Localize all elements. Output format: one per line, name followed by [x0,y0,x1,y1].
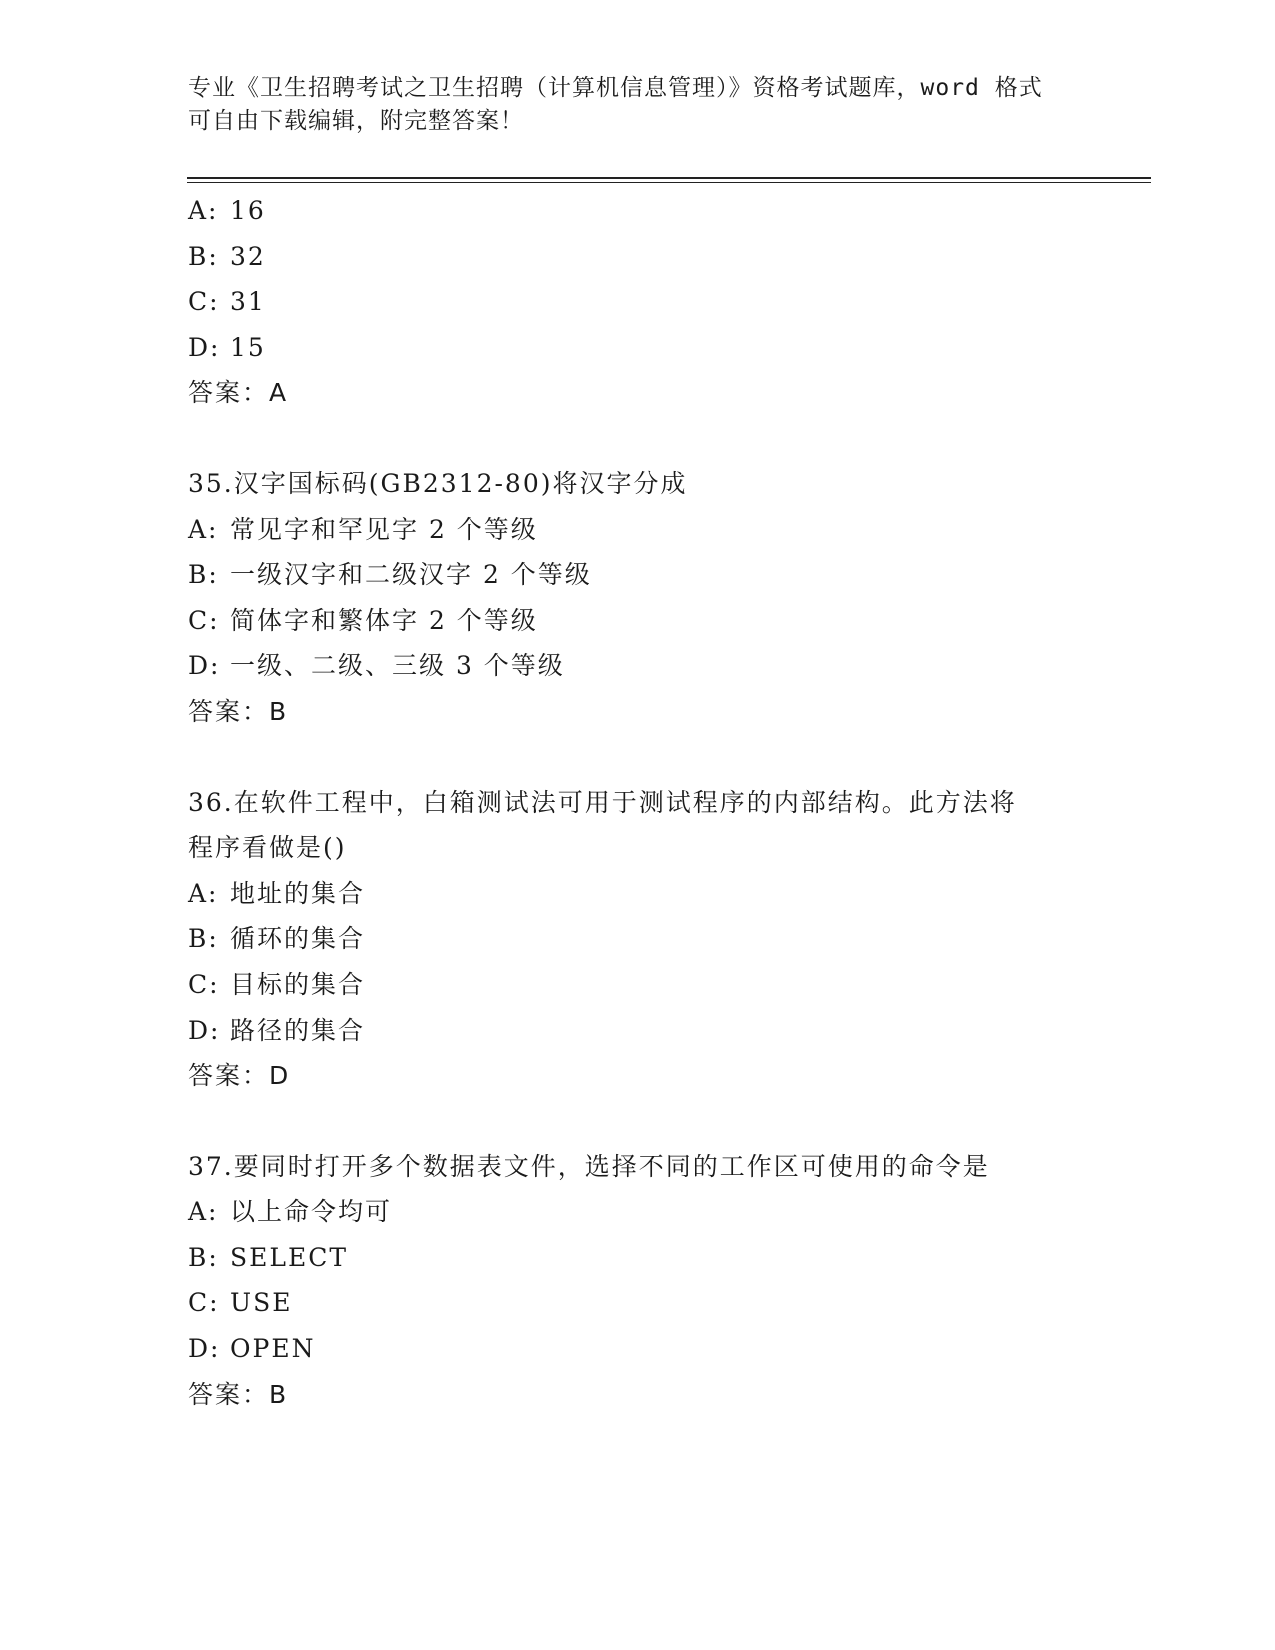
option-text: 31 [230,287,266,317]
answer-line [188,370,1088,416]
option-d [188,325,1088,371]
option-key: C: [188,287,220,317]
option-b [188,552,1088,598]
question-text: 37.要同时打开多个数据表文件，选择不同的工作区可使用的命令是 [188,1151,990,1181]
option-text: 一级汉字和二级汉字 2 个等级 [230,560,592,590]
question-34 [188,188,1088,416]
option-key: B: [188,924,219,954]
option-key: A: [188,196,219,225]
option-b [188,916,1088,962]
option-key: A: [188,1197,219,1227]
option-text: SELECT [230,1242,349,1272]
option-key: C: [188,969,220,999]
document-header [188,72,1068,138]
option-d [188,1326,1088,1372]
answer-label: 答案： [188,1379,270,1409]
option-key: A: [188,514,219,544]
answer-line [188,689,1088,735]
answer-label: 答案： [188,378,270,408]
option-key: C: [188,605,220,635]
header-rule-thick [187,177,1151,179]
option-key: B: [188,1242,219,1272]
answer-value: A [269,378,289,408]
answer-value: B [269,696,289,726]
option-c [188,962,1088,1008]
option-text: 以上命令均可 [230,1197,393,1227]
option-text: 目标的集合 [230,969,366,999]
option-text: OPEN [230,1334,316,1364]
option-text: 地址的集合 [230,878,366,908]
option-key: D: [188,1334,221,1364]
question-35 [188,461,1088,735]
option-text: 15 [230,332,266,362]
option-text: 路径的集合 [230,1015,366,1045]
option-d [188,643,1088,689]
answer-line [188,1372,1088,1418]
option-key: B: [188,560,219,590]
option-a [188,871,1088,917]
header-rule-thin [187,182,1151,183]
option-text: USE [230,1288,293,1318]
option-key: D: [188,651,221,681]
header-line-2: 可自由下载编辑，附完整答案！ [188,108,524,134]
option-key: D: [188,1015,221,1045]
option-a [188,1189,1088,1235]
option-a [188,188,1088,234]
answer-value: B [269,1379,289,1409]
option-text: 简体字和繁体字 2 个等级 [230,605,538,635]
answer-label: 答案： [188,696,270,726]
option-text: 32 [230,241,266,271]
question-text: 35.汉字国标码(GB2312-80)将汉字分成 [188,468,688,498]
spacer [188,735,1088,780]
spacer [188,416,1088,461]
option-text: 循环的集合 [230,924,366,954]
option-b [188,1235,1088,1281]
answer-label: 答案： [188,1061,270,1091]
answer-value: D [269,1061,291,1091]
question-list [188,188,1088,1417]
option-a [188,507,1088,553]
option-text: 常见字和罕见字 2 个等级 [230,514,538,544]
option-key: B: [188,241,219,271]
option-b [188,234,1088,280]
option-text: 16 [230,196,266,225]
option-c [188,1280,1088,1326]
option-c [188,598,1088,644]
header-line-1: 专业《卫生招聘考试之卫生招聘（计算机信息管理）》资格考试题库，word 格式 [188,75,1043,101]
option-key: D: [188,332,221,362]
spacer [188,1099,1088,1144]
question-text-line-2: 程序看做是() [188,833,347,863]
option-key: C: [188,1288,220,1318]
question-37 [188,1144,1088,1418]
option-key: A: [188,878,219,908]
option-text: 一级、二级、三级 3 个等级 [230,651,565,681]
option-c [188,279,1088,325]
question-text-line-1: 36.在软件工程中，白箱测试法可用于测试程序的内部结构。此方法将 [188,787,1017,817]
answer-line [188,1053,1088,1099]
question-36 [188,780,1088,1099]
option-d [188,1008,1088,1054]
